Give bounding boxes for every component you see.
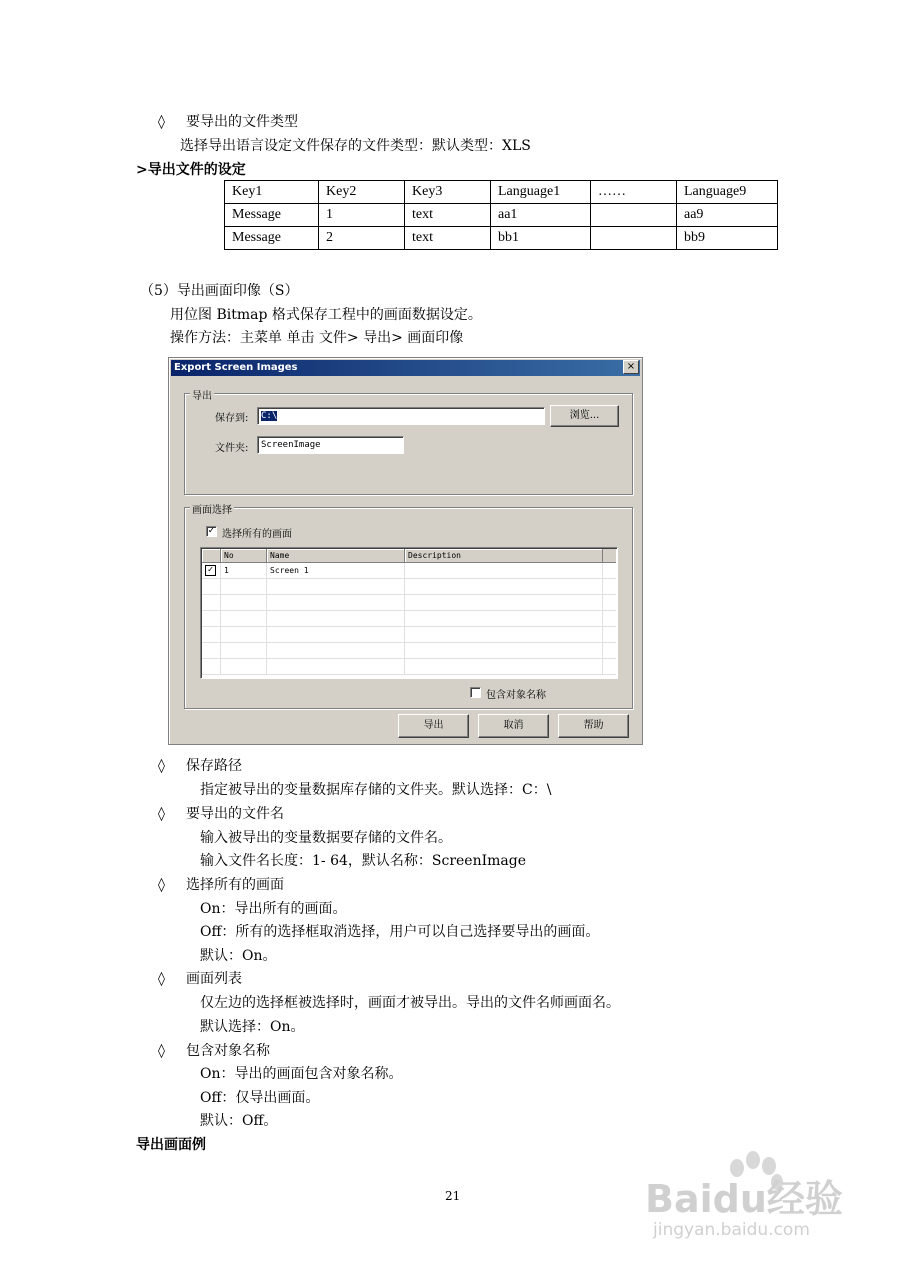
section-heading: （5）导出画面印像（S） xyxy=(140,283,299,299)
section-heading: >导出文件的设定 xyxy=(136,162,246,178)
option-line: Off：所有的选择框取消选择，用户可以自己选择要导出的画面。 xyxy=(200,924,600,940)
save-to-label: 保存到: xyxy=(215,413,249,424)
table-cell xyxy=(591,204,677,227)
bullet-icon: ◊ xyxy=(158,806,165,822)
header-name[interactable]: Name xyxy=(267,549,405,562)
table-row[interactable] xyxy=(202,563,616,579)
list-item xyxy=(202,659,616,675)
folder-input[interactable]: ScreenImage xyxy=(257,436,404,454)
list-item xyxy=(202,643,616,659)
table-cell: aa1 xyxy=(491,204,591,227)
row-description xyxy=(405,563,603,578)
export-screen-images-dialog xyxy=(168,357,643,745)
bullet-icon: ◊ xyxy=(158,114,165,130)
table-row xyxy=(225,181,778,204)
option-line: 输入被导出的变量数据要存储的文件名。 xyxy=(200,830,452,846)
select-all-checkbox[interactable]: ✓ xyxy=(207,526,216,536)
option-line: On：导出所有的画面。 xyxy=(200,901,347,917)
table-cell: Message xyxy=(225,204,319,227)
option-line: 默认选择：On。 xyxy=(200,1019,305,1035)
table-cell xyxy=(591,227,677,250)
table-row xyxy=(225,204,778,227)
save-to-input[interactable] xyxy=(257,407,545,425)
grid-header xyxy=(202,549,616,563)
include-names-checkbox[interactable] xyxy=(470,687,481,698)
table-cell: …… xyxy=(591,181,677,204)
close-icon[interactable]: × xyxy=(623,360,639,374)
header-check-column xyxy=(202,549,221,562)
table-cell: text xyxy=(405,204,491,227)
bullet-icon: ◊ xyxy=(158,758,165,774)
table-cell: Key1 xyxy=(225,181,319,204)
option-title: 要导出的文件名 xyxy=(186,806,284,822)
option-title: 包含对象名称 xyxy=(186,1043,270,1059)
bullet-icon: ◊ xyxy=(158,877,165,893)
option-line: Off：仅导出画面。 xyxy=(200,1090,320,1106)
group-label: 画面选择 xyxy=(190,501,234,516)
list-item xyxy=(202,611,616,627)
option-title: 选择所有的画面 xyxy=(186,877,284,893)
table-cell: Language9 xyxy=(677,181,778,204)
bullet-icon: ◊ xyxy=(158,1043,165,1059)
table-cell: Language1 xyxy=(491,181,591,204)
table-cell: Key3 xyxy=(405,181,491,204)
watermark-url: jingyan.baidu.com xyxy=(653,1220,810,1240)
paragraph: 用位图 Bitmap 格式保存工程中的画面数据设定。 xyxy=(170,307,482,323)
list-item xyxy=(202,595,616,611)
watermark-brand: Baidu经验 xyxy=(645,1177,843,1221)
table-cell: Message xyxy=(225,227,319,250)
option-line: On：导出的画面包含对象名称。 xyxy=(200,1066,403,1082)
option-line: 指定被导出的变量数据库存储的文件夹。默认选择：C：\ xyxy=(200,782,552,798)
table-cell: 1 xyxy=(319,204,405,227)
table-row xyxy=(225,227,778,250)
dialog-title: Export Screen Images xyxy=(171,360,640,376)
header-no[interactable]: No xyxy=(221,549,267,562)
header-description[interactable]: Description xyxy=(405,549,603,562)
table-cell: bb1 xyxy=(491,227,591,250)
bullet-icon: ◊ xyxy=(158,971,165,987)
header-filler xyxy=(602,549,616,562)
include-names-label: 包含对象名称 xyxy=(486,690,546,701)
option-line: 默认：Off。 xyxy=(200,1113,278,1129)
item-description: 选择导出语言设定文件保存的文件类型：默认类型：XLS xyxy=(180,138,531,154)
help-button[interactable]: 帮助 xyxy=(558,714,629,738)
list-item xyxy=(202,627,616,643)
option-title: 画面列表 xyxy=(186,971,242,987)
table-cell: Key2 xyxy=(319,181,405,204)
option-line: 输入文件名长度：1- 64，默认名称：ScreenImage xyxy=(200,853,527,869)
option-title: 保存路径 xyxy=(186,758,242,774)
option-line: 默认：On。 xyxy=(200,948,277,964)
row-checkbox[interactable]: ✓ xyxy=(205,565,216,576)
item-title: 要导出的文件类型 xyxy=(186,114,298,130)
table-cell: aa9 xyxy=(677,204,778,227)
option-line: 仅左边的选择框被选择时，画面才被导出。导出的文件名师画面名。 xyxy=(200,995,620,1011)
browse-button[interactable]: 浏览... xyxy=(550,405,619,427)
row-no: 1 xyxy=(221,563,267,578)
export-button[interactable]: 导出 xyxy=(398,714,469,738)
table-cell: bb9 xyxy=(677,227,778,250)
language-table xyxy=(224,180,778,250)
save-to-value: C:\ xyxy=(261,411,278,421)
row-checkbox-cell xyxy=(202,563,221,578)
table-cell: 2 xyxy=(319,227,405,250)
group-label: 导出 xyxy=(190,387,214,402)
baidu-watermark xyxy=(645,1140,860,1250)
folder-label: 文件夹: xyxy=(215,443,249,454)
table-cell: text xyxy=(405,227,491,250)
page-number: 21 xyxy=(445,1189,461,1203)
list-item xyxy=(202,579,616,595)
select-all-label: 选择所有的画面 xyxy=(222,529,292,540)
paragraph: 操作方法：主菜单 单击 文件> 导出> 画面印像 xyxy=(170,330,464,346)
row-name: Screen 1 xyxy=(267,563,405,578)
screen-list xyxy=(200,547,618,679)
section-heading: 导出画面例 xyxy=(136,1137,206,1153)
cancel-button[interactable]: 取消 xyxy=(478,714,549,738)
